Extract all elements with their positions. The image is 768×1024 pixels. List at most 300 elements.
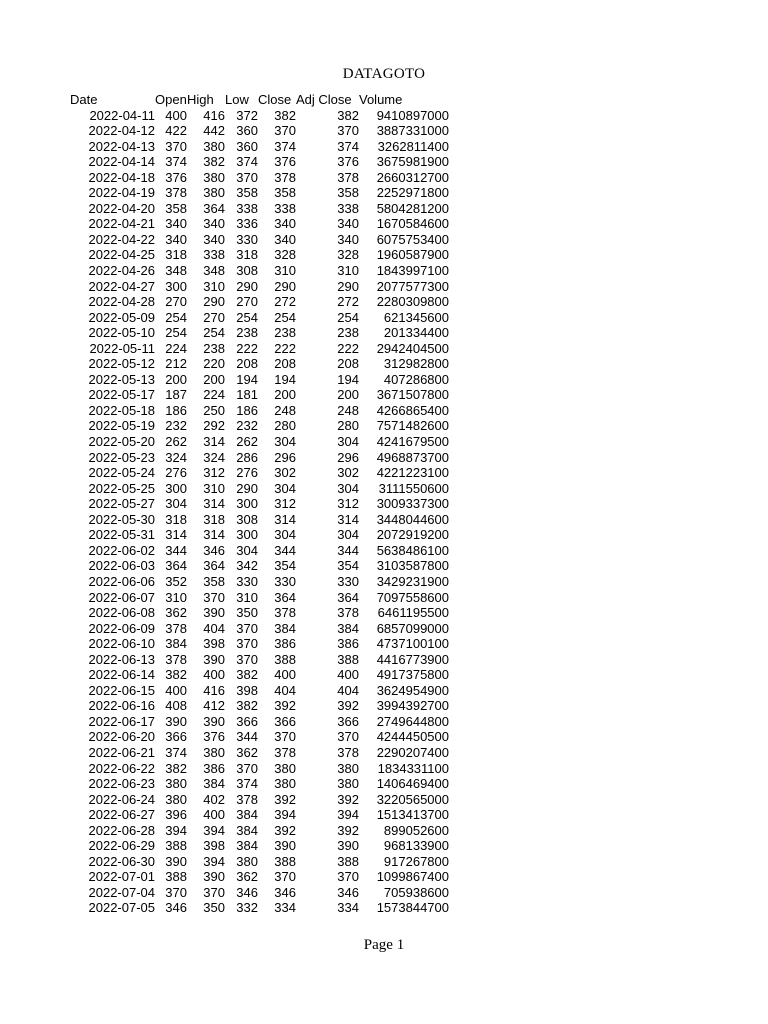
cell-date: 2022-06-03: [88, 558, 155, 574]
cell-open: 348: [165, 263, 187, 279]
cell-volume: 1513413700: [376, 807, 449, 823]
table-row: [70, 216, 449, 232]
cell-adj-close: 340: [337, 231, 359, 247]
cell-close: 272: [274, 294, 296, 310]
cell-date: 2022-05-31: [88, 527, 155, 543]
cell-high: 394: [203, 853, 225, 869]
cell-low: 290: [236, 278, 258, 294]
cell-volume: 6857099000: [376, 620, 449, 636]
cell-date: 2022-07-01: [88, 869, 155, 885]
column-header-date: Date: [70, 92, 98, 107]
cell-close: 390: [274, 838, 296, 854]
cell-close: 358: [274, 185, 296, 201]
cell-low: 372: [236, 107, 258, 123]
cell-adj-close: 290: [337, 278, 359, 294]
cell-high: 364: [203, 200, 225, 216]
cell-high: 310: [203, 480, 225, 496]
cell-open: 378: [165, 185, 187, 201]
cell-close: 400: [274, 667, 296, 683]
cell-volume: 917267800: [383, 853, 449, 869]
cell-close: 304: [274, 527, 296, 543]
cell-date: 2022-06-20: [88, 729, 155, 745]
cell-high: 370: [203, 589, 225, 605]
cell-date: 2022-05-19: [88, 418, 155, 434]
cell-low: 330: [236, 231, 258, 247]
cell-adj-close: 374: [337, 138, 359, 154]
cell-low: 238: [236, 325, 258, 341]
cell-low: 300: [236, 496, 258, 512]
cell-date: 2022-06-14: [88, 667, 155, 683]
cell-open: 384: [165, 636, 187, 652]
cell-open: 254: [165, 309, 187, 325]
cell-open: 388: [165, 838, 187, 854]
cell-close: 388: [274, 853, 296, 869]
cell-open: 400: [165, 107, 187, 123]
cell-volume: 3111550600: [378, 480, 449, 496]
table-row: [70, 683, 449, 699]
cell-adj-close: 366: [337, 713, 359, 729]
cell-low: 308: [236, 263, 258, 279]
cell-date: 2022-06-15: [88, 682, 155, 698]
cell-high: 314: [203, 496, 225, 512]
cell-close: 254: [274, 309, 296, 325]
cell-volume: 3675981900: [376, 154, 449, 170]
table-row: [70, 558, 449, 574]
cell-low: 308: [236, 511, 258, 527]
cell-high: 224: [203, 387, 225, 403]
cell-low: 346: [236, 884, 258, 900]
table-header-row: [70, 92, 449, 108]
table-row: [70, 247, 449, 263]
cell-date: 2022-05-10: [88, 325, 155, 341]
cell-adj-close: 338: [337, 200, 359, 216]
cell-date: 2022-05-30: [88, 511, 155, 527]
cell-volume: 2280309800: [376, 294, 449, 310]
cell-high: 386: [203, 760, 225, 776]
cell-close: 208: [274, 356, 296, 372]
table-row: [70, 418, 449, 434]
cell-date: 2022-06-13: [88, 651, 155, 667]
cell-high: 314: [203, 434, 225, 450]
cell-close: 370: [274, 123, 296, 139]
cell-adj-close: 280: [337, 418, 359, 434]
table-row: [70, 543, 449, 559]
cell-high: 238: [203, 340, 225, 356]
table-row: [70, 869, 449, 885]
table-row: [70, 698, 449, 714]
cell-high: 390: [203, 651, 225, 667]
cell-volume: 3103587800: [376, 558, 449, 574]
cell-adj-close: 378: [337, 744, 359, 760]
stock-data-table: [70, 92, 449, 916]
cell-high: 380: [203, 185, 225, 201]
cell-adj-close: 370: [337, 729, 359, 745]
cell-high: 404: [203, 620, 225, 636]
cell-low: 208: [236, 356, 258, 372]
cell-date: 2022-06-06: [88, 573, 155, 589]
cell-adj-close: 388: [337, 853, 359, 869]
cell-low: 366: [236, 713, 258, 729]
cell-volume: 3887331000: [376, 123, 449, 139]
cell-high: 340: [203, 231, 225, 247]
cell-adj-close: 340: [337, 216, 359, 232]
cell-adj-close: 310: [337, 263, 359, 279]
cell-adj-close: 328: [337, 247, 359, 263]
cell-open: 344: [165, 542, 187, 558]
cell-volume: 5638486100: [376, 542, 449, 558]
cell-low: 370: [236, 760, 258, 776]
table-body: [70, 108, 449, 916]
cell-close: 340: [274, 231, 296, 247]
cell-close: 364: [274, 589, 296, 605]
table-row: [70, 527, 449, 543]
cell-close: 366: [274, 713, 296, 729]
cell-volume: 1670584600: [376, 216, 449, 232]
cell-date: 2022-06-23: [88, 776, 155, 792]
table-row: [70, 434, 449, 450]
cell-close: 296: [274, 449, 296, 465]
cell-low: 290: [236, 480, 258, 496]
cell-high: 390: [203, 605, 225, 621]
cell-volume: 4416773900: [376, 651, 449, 667]
cell-high: 364: [203, 558, 225, 574]
cell-adj-close: 380: [337, 776, 359, 792]
cell-adj-close: 304: [337, 434, 359, 450]
cell-close: 194: [274, 371, 296, 387]
cell-high: 290: [203, 294, 225, 310]
cell-open: 390: [165, 853, 187, 869]
cell-low: 398: [236, 682, 258, 698]
cell-close: 344: [274, 542, 296, 558]
cell-adj-close: 382: [337, 107, 359, 123]
column-header-adj-close: Adj Close: [296, 92, 352, 107]
cell-low: 300: [236, 527, 258, 543]
cell-adj-close: 238: [337, 325, 359, 341]
cell-close: 302: [274, 465, 296, 481]
cell-date: 2022-04-20: [88, 200, 155, 216]
table-row: [70, 636, 449, 652]
cell-close: 388: [274, 651, 296, 667]
cell-date: 2022-06-21: [88, 744, 155, 760]
cell-close: 370: [274, 869, 296, 885]
cell-open: 390: [165, 713, 187, 729]
cell-volume: 4968873700: [376, 449, 449, 465]
cell-low: 358: [236, 185, 258, 201]
cell-adj-close: 390: [337, 838, 359, 854]
cell-close: 312: [274, 496, 296, 512]
cell-low: 384: [236, 822, 258, 838]
cell-close: 280: [274, 418, 296, 434]
cell-volume: 312982800: [383, 356, 449, 372]
cell-high: 324: [203, 449, 225, 465]
cell-low: 382: [236, 667, 258, 683]
cell-adj-close: 378: [337, 605, 359, 621]
cell-adj-close: 386: [337, 636, 359, 652]
cell-volume: 2252971800: [376, 185, 449, 201]
cell-low: 310: [236, 589, 258, 605]
cell-date: 2022-05-17: [88, 387, 155, 403]
cell-close: 376: [274, 154, 296, 170]
table-row: [70, 792, 449, 808]
cell-high: 442: [203, 123, 225, 139]
table-row: [70, 154, 449, 170]
cell-adj-close: 392: [337, 698, 359, 714]
cell-close: 378: [274, 605, 296, 621]
cell-close: 304: [274, 480, 296, 496]
cell-open: 262: [165, 434, 187, 450]
cell-volume: 1573844700: [376, 900, 449, 916]
cell-volume: 2660312700: [376, 169, 449, 185]
cell-open: 186: [165, 402, 187, 418]
cell-date: 2022-04-18: [88, 169, 155, 185]
cell-close: 330: [274, 573, 296, 589]
cell-open: 370: [165, 884, 187, 900]
cell-open: 366: [165, 729, 187, 745]
cell-high: 416: [203, 682, 225, 698]
cell-volume: 4266865400: [376, 402, 449, 418]
cell-open: 382: [165, 667, 187, 683]
cell-close: 380: [274, 760, 296, 776]
cell-close: 310: [274, 263, 296, 279]
column-header-high: High: [187, 92, 214, 107]
cell-open: 396: [165, 807, 187, 823]
table-row: [70, 481, 449, 497]
cell-open: 394: [165, 822, 187, 838]
cell-date: 2022-04-19: [88, 185, 155, 201]
cell-volume: 621345600: [383, 309, 449, 325]
cell-volume: 3671507800: [376, 387, 449, 403]
cell-volume: 6075753400: [376, 231, 449, 247]
table-row: [70, 590, 449, 606]
cell-high: 358: [203, 573, 225, 589]
cell-high: 254: [203, 325, 225, 341]
cell-adj-close: 304: [337, 480, 359, 496]
table-row: [70, 714, 449, 730]
cell-volume: 3009337300: [376, 496, 449, 512]
table-row: [70, 387, 449, 403]
cell-volume: 2072919200: [376, 527, 449, 543]
cell-open: 270: [165, 294, 187, 310]
table-row: [70, 605, 449, 621]
cell-close: 378: [274, 744, 296, 760]
cell-open: 300: [165, 480, 187, 496]
cell-low: 336: [236, 216, 258, 232]
cell-low: 270: [236, 294, 258, 310]
table-row: [70, 745, 449, 761]
cell-high: 382: [203, 154, 225, 170]
column-header-open: Open: [155, 92, 187, 107]
cell-low: 194: [236, 371, 258, 387]
cell-close: 328: [274, 247, 296, 263]
table-row: [70, 139, 449, 155]
cell-date: 2022-04-27: [88, 278, 155, 294]
cell-volume: 899052600: [383, 822, 449, 838]
cell-low: 370: [236, 620, 258, 636]
cell-close: 394: [274, 807, 296, 823]
cell-adj-close: 376: [337, 154, 359, 170]
cell-high: 400: [203, 667, 225, 683]
cell-volume: 5804281200: [376, 200, 449, 216]
cell-close: 334: [274, 900, 296, 916]
table-row: [70, 807, 449, 823]
cell-adj-close: 330: [337, 573, 359, 589]
table-row: [70, 341, 449, 357]
cell-adj-close: 370: [337, 869, 359, 885]
column-header-low: Low: [225, 92, 249, 107]
table-row: [70, 900, 449, 916]
cell-date: 2022-05-24: [88, 465, 155, 481]
table-row: [70, 667, 449, 683]
cell-low: 380: [236, 853, 258, 869]
cell-open: 380: [165, 776, 187, 792]
cell-high: 380: [203, 169, 225, 185]
cell-adj-close: 302: [337, 465, 359, 481]
cell-volume: 705938600: [383, 884, 449, 900]
cell-date: 2022-06-10: [88, 636, 155, 652]
cell-low: 338: [236, 200, 258, 216]
cell-volume: 1099867400: [376, 869, 449, 885]
cell-close: 222: [274, 340, 296, 356]
cell-adj-close: 388: [337, 651, 359, 667]
cell-date: 2022-05-25: [88, 480, 155, 496]
cell-date: 2022-06-24: [88, 791, 155, 807]
table-row: [70, 185, 449, 201]
cell-open: 378: [165, 620, 187, 636]
cell-adj-close: 378: [337, 169, 359, 185]
cell-volume: 968133900: [383, 838, 449, 854]
cell-volume: 2749644800: [376, 713, 449, 729]
cell-low: 374: [236, 776, 258, 792]
cell-adj-close: 380: [337, 760, 359, 776]
table-row: [70, 776, 449, 792]
cell-open: 374: [165, 154, 187, 170]
cell-date: 2022-06-07: [88, 589, 155, 605]
cell-open: 370: [165, 138, 187, 154]
cell-low: 350: [236, 605, 258, 621]
table-row: [70, 496, 449, 512]
cell-low: 222: [236, 340, 258, 356]
cell-adj-close: 392: [337, 822, 359, 838]
cell-volume: 4917375800: [376, 667, 449, 683]
cell-low: 374: [236, 154, 258, 170]
cell-volume: 3448044600: [376, 511, 449, 527]
cell-low: 286: [236, 449, 258, 465]
cell-date: 2022-06-17: [88, 713, 155, 729]
table-row: [70, 761, 449, 777]
cell-open: 187: [165, 387, 187, 403]
cell-open: 276: [165, 465, 187, 481]
cell-date: 2022-04-25: [88, 247, 155, 263]
cell-adj-close: 346: [337, 884, 359, 900]
cell-adj-close: 334: [337, 900, 359, 916]
page-footer: Page 1: [363, 937, 405, 953]
cell-high: 380: [203, 744, 225, 760]
cell-date: 2022-07-04: [88, 884, 155, 900]
cell-date: 2022-06-30: [88, 853, 155, 869]
cell-high: 394: [203, 822, 225, 838]
cell-low: 360: [236, 138, 258, 154]
cell-high: 318: [203, 511, 225, 527]
cell-close: 314: [274, 511, 296, 527]
cell-date: 2022-05-20: [88, 434, 155, 450]
cell-low: 360: [236, 123, 258, 139]
cell-open: 304: [165, 496, 187, 512]
cell-close: 404: [274, 682, 296, 698]
cell-date: 2022-06-29: [88, 838, 155, 854]
table-row: [70, 279, 449, 295]
cell-adj-close: 222: [337, 340, 359, 356]
cell-volume: 4241679500: [376, 434, 449, 450]
cell-close: 380: [274, 776, 296, 792]
cell-adj-close: 344: [337, 542, 359, 558]
cell-date: 2022-06-08: [88, 605, 155, 621]
cell-high: 376: [203, 729, 225, 745]
cell-high: 350: [203, 900, 225, 916]
cell-high: 402: [203, 791, 225, 807]
cell-high: 380: [203, 138, 225, 154]
cell-adj-close: 296: [337, 449, 359, 465]
cell-volume: 1960587900: [376, 247, 449, 263]
cell-open: 388: [165, 869, 187, 885]
cell-adj-close: 394: [337, 807, 359, 823]
table-row: [70, 403, 449, 419]
cell-high: 390: [203, 713, 225, 729]
cell-low: 276: [236, 465, 258, 481]
cell-open: 310: [165, 589, 187, 605]
cell-volume: 3994392700: [376, 698, 449, 714]
table-row: [70, 294, 449, 310]
cell-high: 292: [203, 418, 225, 434]
cell-open: 340: [165, 231, 187, 247]
cell-date: 2022-06-27: [88, 807, 155, 823]
cell-low: 304: [236, 542, 258, 558]
cell-high: 250: [203, 402, 225, 418]
cell-adj-close: 370: [337, 123, 359, 139]
cell-adj-close: 208: [337, 356, 359, 372]
cell-high: 384: [203, 776, 225, 792]
cell-high: 348: [203, 263, 225, 279]
column-header-volume: Volume: [359, 92, 403, 107]
cell-high: 416: [203, 107, 225, 123]
cell-open: 200: [165, 371, 187, 387]
cell-close: 238: [274, 325, 296, 341]
cell-close: 354: [274, 558, 296, 574]
cell-volume: 1406469400: [376, 776, 449, 792]
cell-date: 2022-04-14: [88, 154, 155, 170]
cell-open: 314: [165, 527, 187, 543]
cell-volume: 3624954900: [376, 682, 449, 698]
table-row: [70, 838, 449, 854]
cell-adj-close: 200: [337, 387, 359, 403]
cell-volume: 6461195500: [377, 605, 449, 621]
table-row: [70, 823, 449, 839]
cell-adj-close: 194: [337, 371, 359, 387]
cell-low: 186: [236, 402, 258, 418]
cell-close: 392: [274, 791, 296, 807]
cell-high: 220: [203, 356, 225, 372]
cell-adj-close: 364: [337, 589, 359, 605]
cell-close: 374: [274, 138, 296, 154]
cell-low: 332: [236, 900, 258, 916]
table-row: [70, 232, 449, 248]
cell-low: 384: [236, 838, 258, 854]
cell-date: 2022-04-11: [89, 107, 155, 123]
cell-date: 2022-06-09: [88, 620, 155, 636]
cell-high: 338: [203, 247, 225, 263]
cell-low: 232: [236, 418, 258, 434]
cell-high: 398: [203, 838, 225, 854]
cell-date: 2022-04-13: [88, 138, 155, 154]
